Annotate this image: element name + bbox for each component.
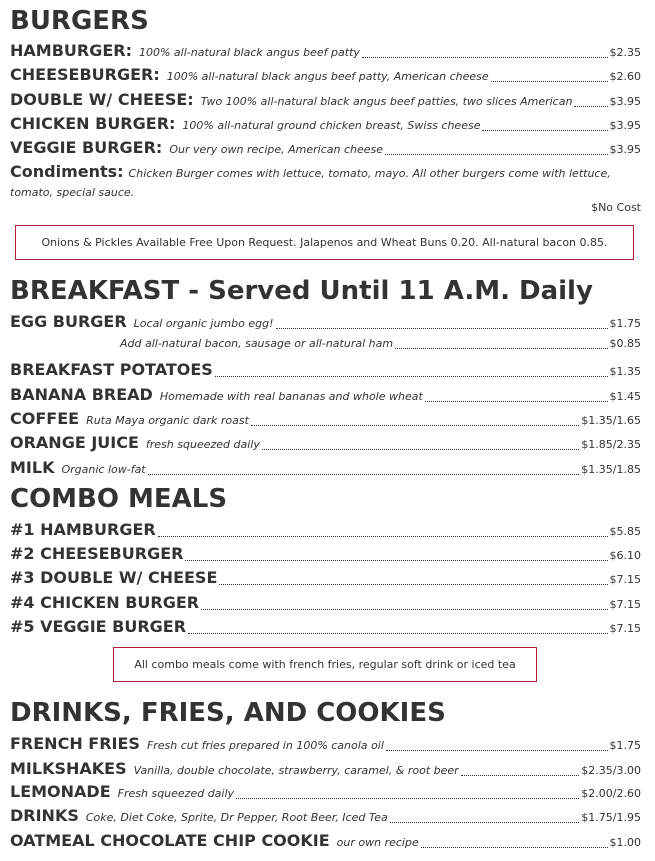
item-price: $1.00	[609, 836, 641, 849]
item-price: $1.45	[609, 390, 641, 403]
condiments-description: Chicken Burger comes with lettuce, tomato, mayo. All other burgers come with lettuce, tomato, special sauce.	[10, 167, 611, 199]
item-name: COFFEE	[10, 409, 80, 428]
dot-leader	[219, 584, 607, 585]
item-price: $1.85/2.35	[581, 438, 641, 451]
dot-leader	[185, 560, 607, 561]
dot-leader	[482, 130, 607, 131]
item-price: $1.75	[609, 317, 641, 330]
item-price: $7.15	[609, 622, 641, 635]
menu-item-orange-juice	[10, 433, 641, 452]
menu-item-cheeseburger	[10, 65, 641, 84]
menu-item-lemonade	[10, 782, 641, 801]
dot-leader	[385, 154, 607, 155]
item-description: Fresh squeezed daily	[117, 787, 235, 800]
item-name: BREAKFAST POTATOES	[10, 360, 213, 379]
menu-item-coffee	[10, 409, 641, 428]
menu-item-milkshakes	[10, 759, 641, 778]
item-price: $3.95	[609, 119, 641, 132]
item-name: #4 CHICKEN BURGER	[10, 593, 200, 612]
item-name: CHEESEBURGER:	[10, 65, 160, 84]
item-price: $2.35	[609, 46, 641, 59]
item-name: CHICKEN BURGER:	[10, 114, 176, 133]
dot-leader	[215, 376, 608, 377]
dot-leader	[461, 775, 580, 776]
item-description: Coke, Diet Coke, Sprite, Dr Pepper, Root Beer, Iced Tea	[85, 811, 388, 824]
combo-item-5	[10, 617, 641, 636]
item-description: 100% all-natural ground chicken breast, Swiss cheese	[182, 119, 481, 132]
dot-leader	[491, 81, 608, 82]
item-price: $2.00/2.60	[581, 787, 641, 800]
item-name: #3 DOUBLE W/ CHEESE	[10, 568, 218, 587]
menu-item-drinks	[10, 806, 641, 825]
dot-leader	[201, 609, 607, 610]
section-title-breakfast: BREAKFAST - Served Until 11 A.M. Daily	[10, 276, 593, 306]
menu-item-double-cheese	[10, 90, 641, 109]
item-name: MILK	[10, 458, 55, 477]
dot-leader	[425, 401, 608, 402]
burgers-notice: Onions & Pickles Available Free Upon Request. Jalapenos and Wheat Buns 0.20. All-natural bacon 0.85.	[15, 225, 634, 260]
item-price: $2.35/3.00	[581, 764, 641, 777]
dot-leader	[574, 106, 607, 107]
combo-item-2	[10, 544, 641, 563]
item-price: $7.15	[609, 573, 641, 586]
dot-leader	[236, 798, 579, 799]
item-description: Vanilla, double chocolate, strawberry, caramel, & root beer	[133, 764, 459, 777]
dot-leader	[262, 449, 579, 450]
section-title-drinks: DRINKS, FRIES, AND COOKIES	[10, 698, 446, 728]
menu-item-egg-burger-addon	[120, 337, 641, 350]
item-description: Homemade with real bananas and whole wheat	[159, 390, 423, 403]
dot-leader	[386, 750, 608, 751]
item-name: DRINKS	[10, 806, 79, 825]
menu-item-french-fries	[10, 734, 641, 753]
item-price: $0.85	[609, 337, 641, 350]
item-name: LEMONADE	[10, 782, 111, 801]
item-name: #5 VEGGIE BURGER	[10, 617, 187, 636]
menu-item-breakfast-potatoes	[10, 360, 641, 379]
item-description: Our very own recipe, American cheese	[169, 143, 384, 156]
item-price: $1.75/1.95	[581, 811, 641, 824]
dot-leader	[395, 348, 607, 349]
item-description: Local organic jumbo egg!	[133, 317, 274, 330]
item-name: FRENCH FRIES	[10, 734, 140, 753]
item-name: BANANA BREAD	[10, 385, 153, 404]
item-name: #1 HAMBURGER	[10, 520, 156, 539]
combo-item-3	[10, 568, 641, 587]
combo-notice: All combo meals come with french fries, regular soft drink or iced tea	[113, 647, 537, 682]
dot-leader	[251, 425, 579, 426]
item-description: 100% all-natural black angus beef patty, American cheese	[166, 70, 489, 83]
condiments-label: Condiments:	[10, 162, 124, 181]
item-description: Two 100% all-natural black angus beef patties, two slices American	[200, 95, 573, 108]
item-name: #2 CHEESEBURGER	[10, 544, 184, 563]
combo-item-4	[10, 593, 641, 612]
item-price: $6.10	[609, 549, 641, 562]
item-name: EGG BURGER	[10, 312, 127, 331]
item-description: Add all-natural bacon, sausage or all-natural ham	[120, 337, 394, 350]
menu-item-cookie	[10, 831, 641, 850]
item-description: 100% all-natural black angus beef patty	[138, 46, 360, 59]
item-description: our own recipe	[336, 836, 419, 849]
item-name: DOUBLE W/ CHEESE:	[10, 90, 194, 109]
item-price: $2.60	[609, 70, 641, 83]
item-price: $1.35/1.65	[581, 414, 641, 427]
section-title-combo-meals: COMBO MEALS	[10, 484, 228, 514]
dot-leader	[421, 847, 608, 848]
menu-item-banana-bread	[10, 385, 641, 404]
item-price: $1.35/1.85	[581, 463, 641, 476]
item-price: $1.35	[609, 365, 641, 378]
item-name: MILKSHAKES	[10, 759, 127, 778]
section-title-burgers: BURGERS	[10, 6, 149, 36]
dot-leader	[148, 474, 580, 475]
item-name: HAMBURGER:	[10, 41, 132, 60]
item-description: Ruta Maya organic dark roast	[86, 414, 249, 427]
item-name: ORANGE JUICE	[10, 433, 139, 452]
menu-item-veggie-burger	[10, 138, 641, 157]
item-description: Organic low-fat	[61, 463, 146, 476]
item-price: $5.85	[609, 525, 641, 538]
menu-item-egg-burger	[10, 312, 641, 331]
dot-leader	[188, 633, 607, 634]
item-price: $3.95	[609, 95, 641, 108]
menu-item-milk	[10, 458, 641, 477]
item-name: OATMEAL CHOCOLATE CHIP COOKIE	[10, 831, 330, 850]
item-description: Fresh cut fries prepared in 100% canola oil	[146, 739, 384, 752]
dot-leader	[276, 328, 608, 329]
menu-item-chicken-burger	[10, 114, 641, 133]
combo-item-1	[10, 520, 641, 539]
condiments-note	[10, 163, 641, 201]
item-price: $3.95	[609, 143, 641, 156]
condiments-price: $No Cost	[591, 201, 641, 214]
menu-item-hamburger	[10, 41, 641, 60]
item-name: VEGGIE BURGER:	[10, 138, 163, 157]
dot-leader	[390, 822, 580, 823]
item-price: $1.75	[609, 739, 641, 752]
item-description: fresh squeezed daily	[145, 438, 260, 451]
item-price: $7.15	[609, 598, 641, 611]
dot-leader	[158, 536, 608, 537]
dot-leader	[362, 57, 608, 58]
